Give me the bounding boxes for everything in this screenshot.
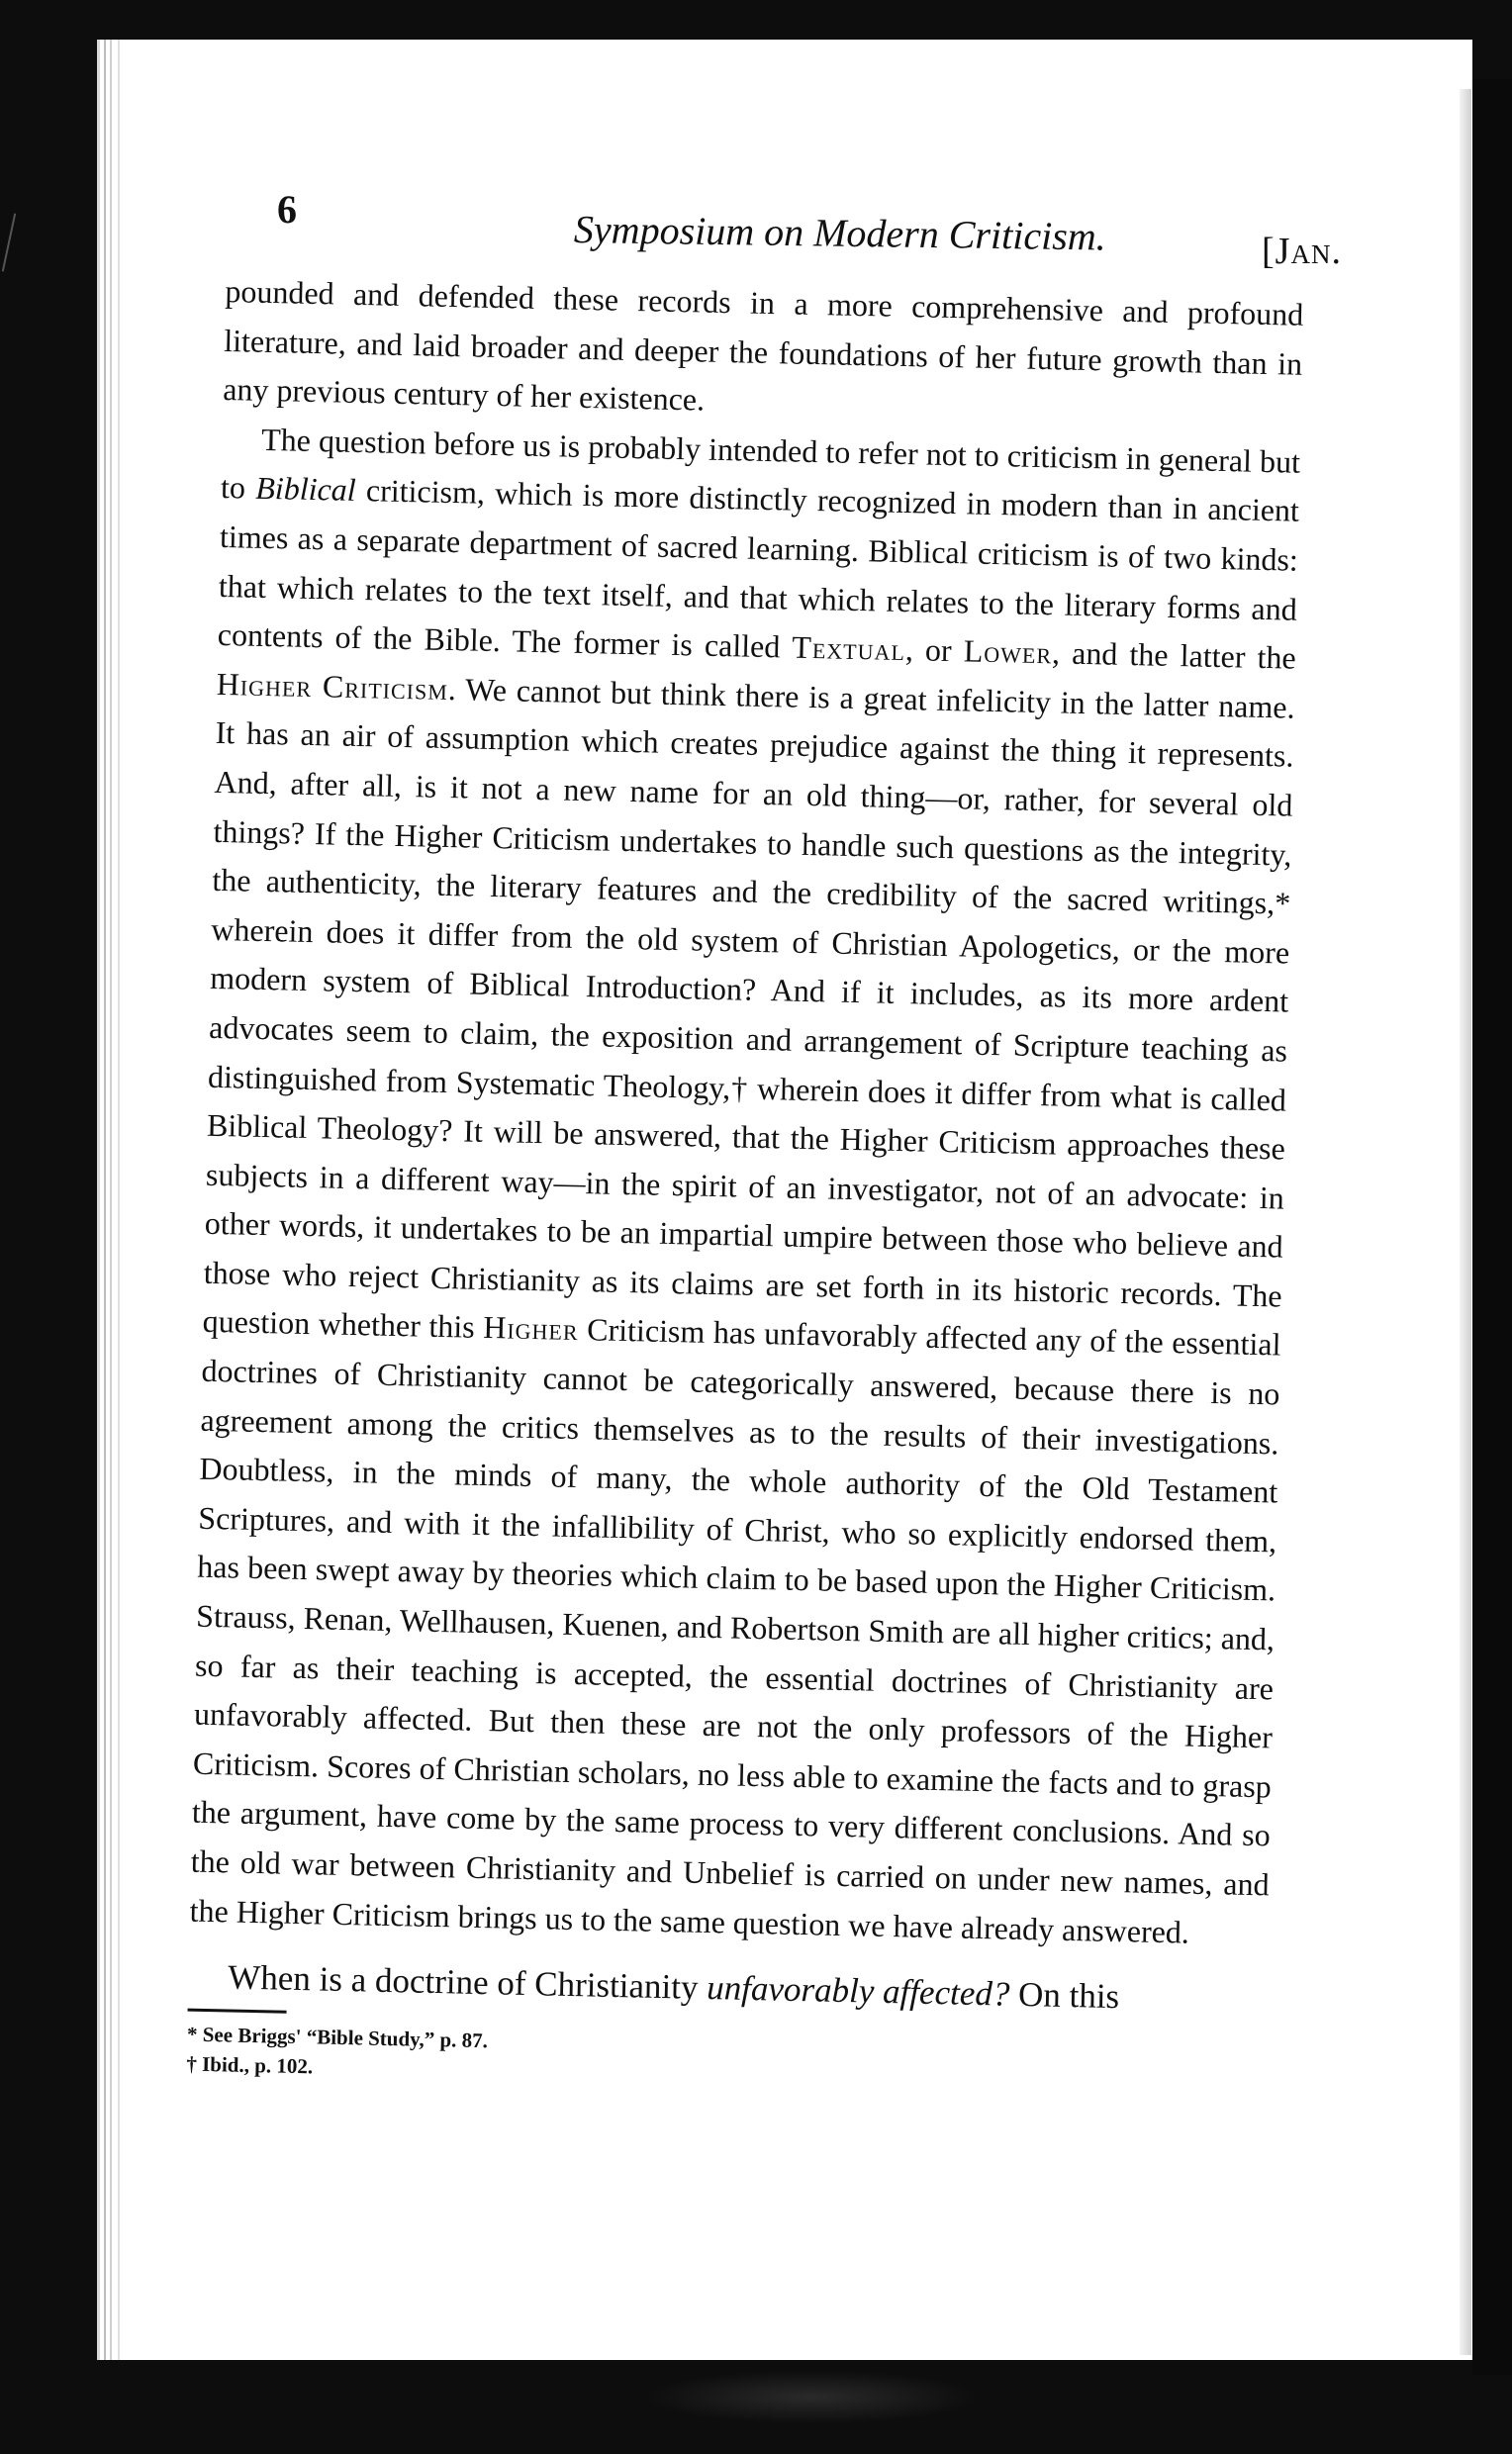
text-run: When is a doctrine of Christianity [227,1957,708,2008]
body-text [186,267,1304,2103]
text-run: . We cannot but think there is a great infelicity in the latter name. It has an air of assumption which creates prejudice against the thing it represents. And, after all, is it not a new name for an old thing—or, rather, for several old things? If the Higher Criticism undertakes to handle such questions as the integrity, the authenticity, the literary features and the credibility of the sacred writings,* wherein does it differ from the old system of Christian Apologetics, or the more modern system of Biblical Introduction? And if it includes, as its more ardent advocates seem to claim, the exposition and arrangement of Scripture teaching as distinguished from Systematic Theology,† wherein does it differ from what is called Biblical Theology? It will be answered, that the Higher Criticism approaches these subjects in a different way—in the spirit of an investigator, not of an advocate: in other words, it undertakes to be an impartial umpire between those who believe and those who reject Christianity as its claims are set forth in its historic records. The question whether this [202,670,1295,1346]
small-caps-term: Lower [963,632,1053,671]
paragraph-main [189,415,1300,1959]
page-number: 6 [277,187,297,232]
footnote: † Ibid., p. 102. [186,2051,314,2079]
running-title: Symposium on Modern Criticism. [573,207,1107,259]
running-month: [Jan. [1262,231,1342,272]
footnote: * See Briggs' “Bible Study,” p. 87. [186,2022,489,2053]
italic-term: Biblical [254,470,357,509]
text-run: , or [904,631,965,669]
small-caps-term: Textual [792,628,906,668]
scan-right-border [1472,79,1512,2375]
page-stack-edge [1460,89,1471,2355]
paragraph-continuation: pounded and defended these records in a more comprehensive and profound literature, and laid broader and deeper the foundations of her future growth than in any previous century of her existence. [222,272,1304,418]
text-run: On this [1008,1974,1120,2017]
paragraph-final [188,1951,1268,2027]
text-run: The question before us is probably intended to refer not to criticism in general but to [220,421,1301,507]
text-run: criticism, which is more distinctly recognized in modern than in ancient times as a separate department of sacred learning. Biblical criticism is of two kinds: that which relates to the text itself, and that which relates to the literary forms and contents of the Bible. The former is called [217,472,1300,665]
text-run: , and the latter the [1051,634,1297,676]
footnote-rule [188,2009,287,2014]
page-binding-edge [97,40,139,2360]
small-caps-term: Higher [482,1309,580,1348]
small-caps-term: Higher Criticism [216,665,449,707]
italic-term: unfavorably affected? [706,1968,1010,2014]
scan-artifact-smudge [643,2370,980,2424]
text-run: Criticism has unfavorably affected any of the essential doctrines of Christianity cannot be categorically answered, because there is no agreement among the critics themselves as to the results of their investigations. Doubtless, in the minds of many, the whole authority of the Old Testament Scriptures, and with it the infallibility of Christ, who so explicitly endorsed them, has been swept away by theories which claim to be based upon the Higher Criticism. Strauss, Renan, Wellhausen, Kuenen, and Robertson Smith are all higher critics; and, so far as their teaching is accepted, the essential doctrines of Christianity are unfavorably affected. But then these are not the only professors of the Higher Criticism. Scores of Christian scholars, no less able to examine the facts and to grasp the argument, have come by the same process to very different conclusions. And so the old war between Christianity and Unbelief is carried on under new names, and the Higher Criticism brings us to the same question we have already answered. [189,1311,1281,1950]
